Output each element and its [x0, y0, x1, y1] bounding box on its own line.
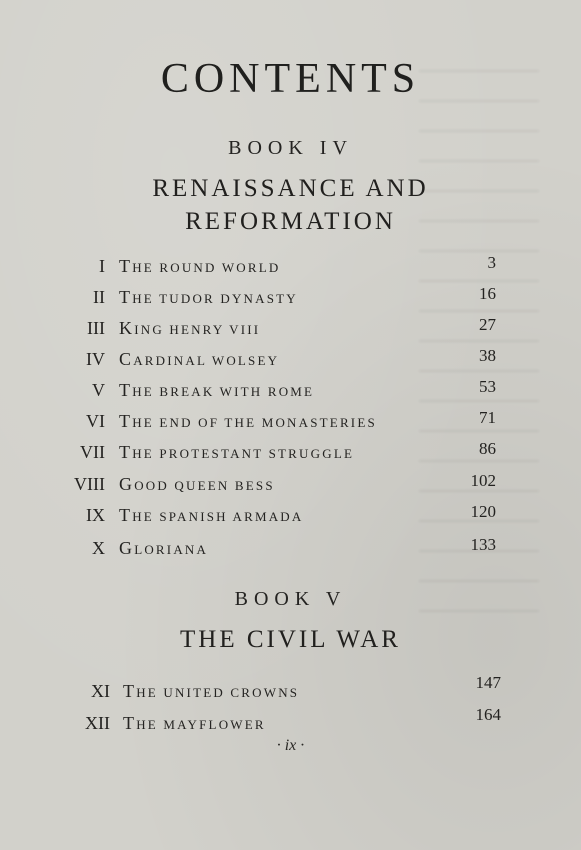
chapter-title: THE PROTESTANT STRUGGLE	[119, 442, 355, 462]
folio-page-number: · ix ·	[276, 737, 305, 754]
chapter-number: III	[87, 318, 105, 338]
toc-entry-5	[0, 379, 581, 401]
chapter-number: XI	[91, 681, 110, 701]
toc-entry-1	[0, 255, 581, 277]
chapter-title: GOOD QUEEN BESS	[119, 474, 275, 494]
chapter-title: THE BREAK WITH ROME	[119, 380, 315, 400]
toc-entry-12	[0, 705, 581, 734]
chapter-number: VIII	[74, 474, 105, 494]
page-number: 133	[470, 535, 496, 554]
page-title: CONTENTS	[160, 56, 421, 102]
toc-entry-8	[0, 473, 581, 495]
book-v-title: THE CIVIL WAR	[180, 626, 401, 653]
toc-entry-7	[0, 441, 581, 463]
toc-entry-11	[0, 673, 581, 702]
chapter-title: THE MAYFLOWER	[123, 713, 266, 733]
book-iv-label: BOOK IV	[228, 137, 353, 159]
chapter-title: CARDINAL WOLSEY	[119, 349, 280, 369]
page-number: 120	[470, 502, 496, 521]
chapter-number: VI	[86, 411, 105, 431]
chapter-number: IV	[86, 349, 105, 369]
chapter-title: THE UNITED CROWNS	[123, 681, 300, 701]
chapter-title: THE SPANISH ARMADA	[119, 505, 304, 525]
toc-entry-2	[0, 286, 581, 308]
chapter-number: VII	[80, 442, 105, 462]
page-number: 102	[470, 471, 496, 490]
chapter-number: XII	[85, 713, 110, 733]
page-number: 147	[475, 673, 501, 692]
chapter-title: THE END OF THE MONASTERIES	[119, 411, 377, 431]
page-number: 3	[487, 253, 496, 272]
chapter-number: IX	[86, 505, 105, 525]
chapter-number: I	[99, 256, 105, 276]
toc-entry-9	[0, 504, 581, 526]
toc-entry-10	[0, 537, 581, 559]
page-number: 16	[479, 284, 496, 303]
toc-entry-6	[0, 410, 581, 432]
page-number: 27	[479, 315, 496, 334]
page-number: 38	[479, 346, 496, 365]
chapter-title: KING HENRY VIII	[119, 318, 261, 338]
page-number: 71	[479, 408, 496, 427]
toc-entry-3	[0, 317, 581, 339]
chapter-title: THE TUDOR DYNASTY	[119, 287, 298, 307]
toc-entry-4	[0, 348, 581, 370]
book-iv-title-line2: REFORMATION	[185, 208, 396, 235]
page-number: 86	[479, 439, 496, 458]
chapter-number: II	[93, 287, 105, 307]
page-number: 164	[475, 705, 501, 724]
page-number: 53	[479, 377, 496, 396]
book-v-label: BOOK V	[234, 588, 347, 610]
chapter-title: THE ROUND WORLD	[119, 256, 281, 276]
chapter-number: V	[92, 380, 105, 400]
chapter-title: GLORIANA	[119, 538, 209, 558]
book-iv-title-line1: RENAISSANCE AND	[152, 175, 429, 202]
chapter-number: X	[92, 538, 105, 558]
